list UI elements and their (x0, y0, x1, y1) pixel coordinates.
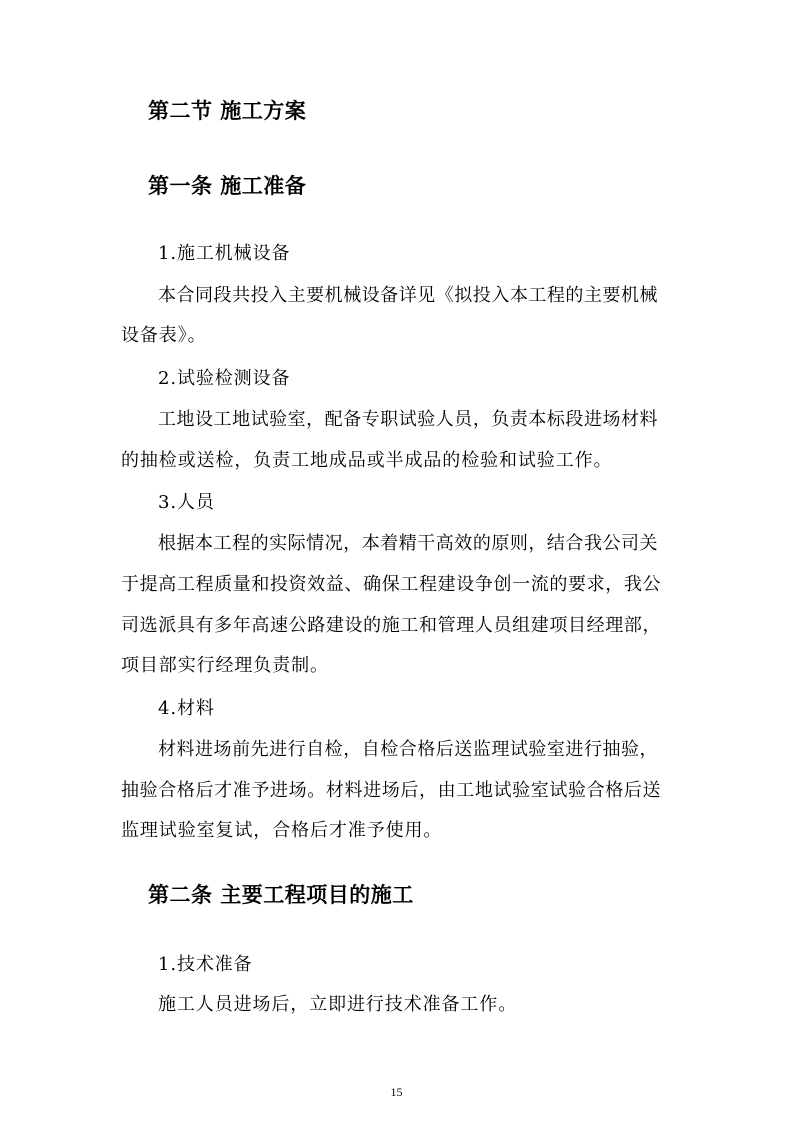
item-3-body-line-1: 根据本工程的实际情况，本着精干高效的原则，结合我公司关 (158, 533, 658, 554)
item-4-body-line-3: 监理试验室复试，合格后才准予使用。 (121, 820, 443, 841)
item-1-body-line-2: 设备表》。 (121, 325, 207, 346)
article-2-item-1-heading: 1.技术准备 (158, 954, 253, 975)
item-2-body-line-2: 的抽检或送检，负责工地成品或半成品的检验和试验工作。 (121, 450, 613, 471)
item-4-heading: 4.材料 (158, 698, 215, 719)
item-2-body-line-1: 工地设工地试验室，配备专职试验人员，负责本标段进场材料 (158, 409, 658, 430)
section-title: 第二节 施工方案 (148, 98, 307, 123)
article-2-item-1-body-line-1: 施工人员进场后，立即进行技术准备工作。 (158, 994, 518, 1015)
item-1-heading: 1.施工机械设备 (158, 243, 291, 264)
article-1-title: 第一条 施工准备 (148, 173, 307, 198)
item-3-heading: 3.人员 (158, 492, 215, 513)
item-4-body-line-2: 抽验合格后才准予进场。材料进场后，由工地试验室试验合格后送 (121, 780, 661, 801)
page-number: 15 (390, 1085, 403, 1099)
item-2-heading: 2.试验检测设备 (158, 368, 291, 389)
item-3-body-line-3: 司选派具有多年高速公路建设的施工和管理人员组建项目经理部， (121, 615, 661, 636)
item-4-body-line-1: 材料进场前先进行自检，自检合格后送监理试验室进行抽验， (158, 739, 658, 760)
item-3-body-line-4: 项目部实行经理负责制。 (121, 655, 329, 676)
item-1-body-line-1: 本合同段共投入主要机械设备详见《拟投入本工程的主要机械 (158, 285, 658, 306)
item-3-body-line-2: 于提高工程质量和投资效益、确保工程建设争创一流的要求，我公 (121, 574, 661, 595)
article-2-title: 第二条 主要工程项目的施工 (148, 882, 414, 907)
